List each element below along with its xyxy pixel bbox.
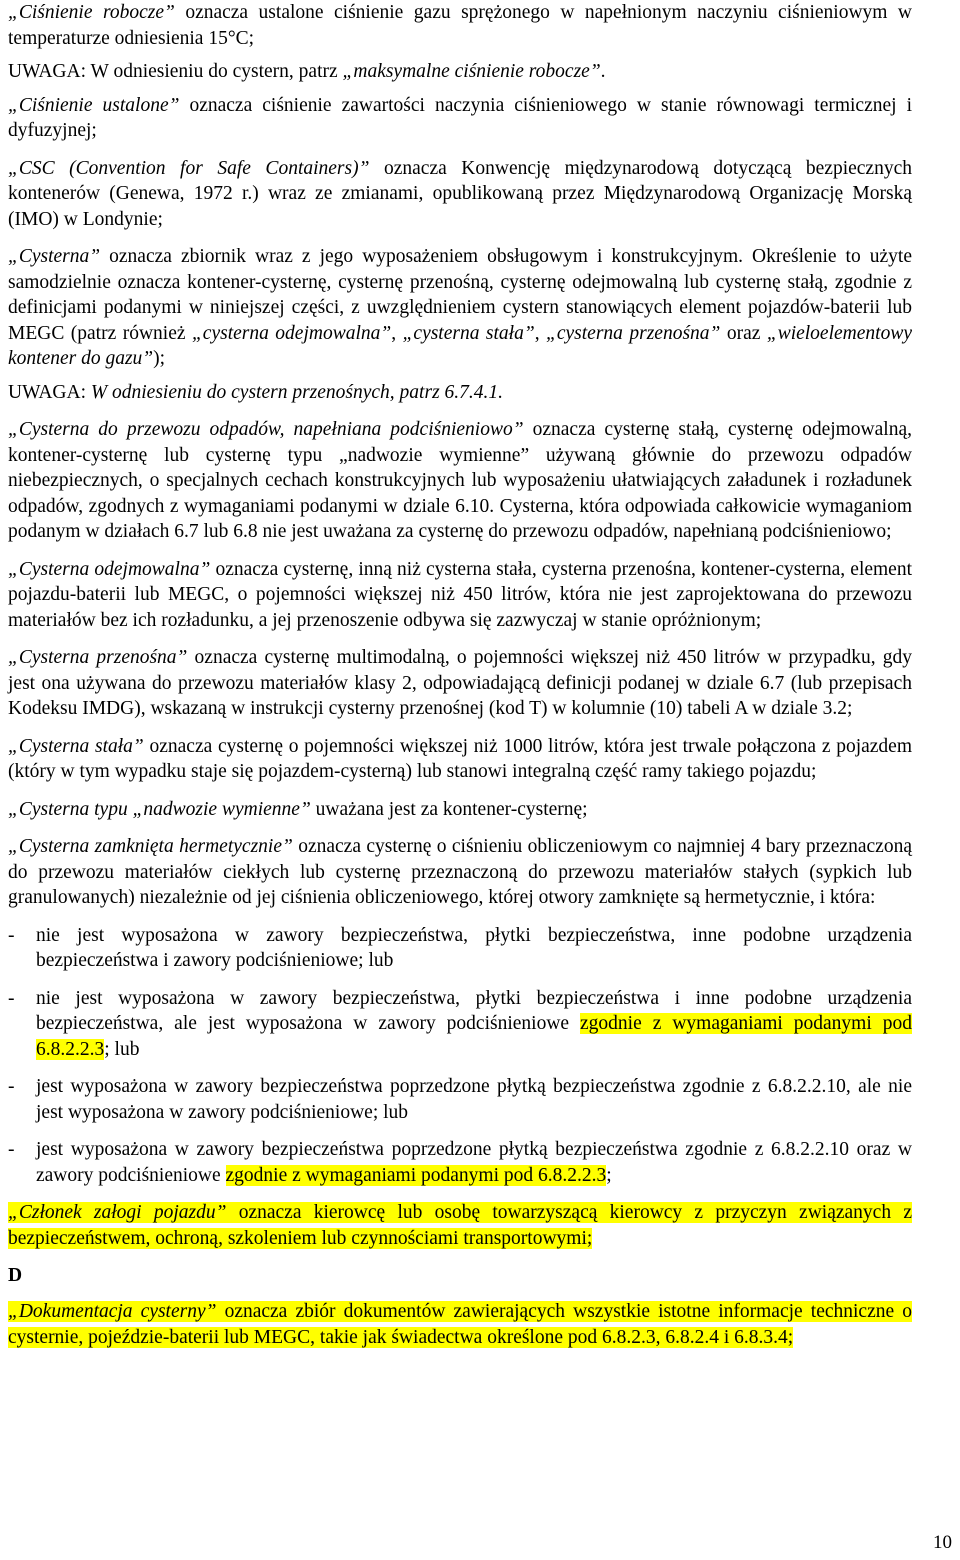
definition-cysterna-przenosna bbox=[8, 645, 912, 722]
separator: , bbox=[391, 322, 403, 344]
cross-reference: „wieloelementowy kontener do gazu” bbox=[8, 322, 912, 369]
definition-text: uważana jest za kontener-cysternę; bbox=[310, 798, 588, 820]
list-dash: - bbox=[8, 987, 15, 1009]
list-item-text: jest wyposażona w zawory bezpieczeństwa poprzedzone płytką bezpieczeństwa zgodnie z 6.8.2.2.10, ale nie jest wyposażona w zawory podciśnieniowe; lub bbox=[36, 1076, 912, 1123]
section-heading-d: D bbox=[8, 1265, 23, 1286]
highlighted-text: zgodnie z wymaganiami podanymi pod 6.8.2.2.3 bbox=[36, 1013, 912, 1060]
definition-text: oznacza zbiór dokumentów zawierających wszystkie istotne informacje techniczne o cysternie, pojeździe-baterii lub MEGC, takie jak świadectwa określone pod 6.8.2.3, 6.8.2.4 i 6.8.3.4; bbox=[8, 1301, 912, 1348]
definition-text: oznacza cysternę stałą, cysternę odejmowalną, kontener-cysternę lub cysternę typu „nadwozie wymienne” używaną głównie do przewozu odpadów niebezpiecznych, o specjalnych cechach konstrukcyjnych lub wyposażeniu ułatwiających załadunek i rozładunek odpadów, zgodnych z wymaganiami podanymi w dziale 6.10. Cysterna, która odpowiada całkowicie wymaganiom podanym w działach 6.7 lub 6.8 nie jest uważana za cysternę do przewozu odpadów, napełnianą podciśnieniowo; bbox=[8, 419, 912, 542]
note-text: W odniesieniu do cystern, patrz bbox=[86, 61, 343, 82]
note-label: UWAGA: bbox=[8, 61, 86, 82]
list-item-text: nie jest wyposażona w zawory bezpieczeństwa, płytki bezpieczeństwa, inne podobne urządzenia bezpieczeństwa i zawory podciśnieniowe; lub bbox=[36, 924, 912, 971]
list-item-text: jest wyposażona w zawory bezpieczeństwa poprzedzone płytką bezpieczeństwa zgodnie z 6.8.2.2.10 oraz w zawory podciśnieniowe bbox=[36, 1139, 912, 1186]
definition-text: oznacza zbiornik wraz z jego wyposażeniem obsługowym i konstrukcyjnym. Określenie to użyte samodzielnie oznacza kontener-cysternę, cysternę przenośną, cysternę odejmowalną lub cysternę stałą, zgodnie z definicjami podanymi w niniejszej części, z uwzględnieniem cystern stanowiących element pojazdów-baterii lub MEGC (patrz również bbox=[8, 246, 912, 344]
definition-cisnienie-robocze bbox=[8, 0, 912, 51]
term: „Cysterna” bbox=[8, 246, 101, 267]
definition-text: oznacza ustalone ciśnienie gazu sprężonego w napełnionym naczyniu ciśnieniowym w temperaturze odniesienia 15°C; bbox=[8, 2, 912, 49]
definition-text: oznacza cysternę o ciśnieniu obliczeniowym co najmniej 4 bary przeznaczoną do przewozu materiałów ciekłych lub cysternę przeznaczoną do przewozu materiałów stałych (sypkich lub granulowanych) niezależnie od jej ciśnienia obliczeniowego, której otwory zamknięte są hermetycznie, i która: bbox=[8, 836, 912, 908]
highlighted-text: zgodnie z wymaganiami podanymi pod 6.8.2.2.3 bbox=[225, 1164, 607, 1186]
definition-text: oznacza cysternę, inną niż cysterna stała, cysterna przenośna, kontener-cysterna, element pojazdu-baterii lub MEGC, o pojemności większej niż 450 litrów, która nie jest zaprojektowana do przewozu materiałów bez ich rozładunku, a jej przenoszenie odbywa się zazwyczaj w stanie opróżnionym; bbox=[8, 558, 913, 631]
note-reference: „maksymalne ciśnienie robocze” bbox=[342, 61, 601, 82]
list-dash: - bbox=[8, 1139, 15, 1160]
definition-cysterna-hermetyczna bbox=[8, 834, 912, 911]
list-item-text-end: ; lub bbox=[104, 1038, 140, 1060]
term: „Cysterna do przewozu odpadów, napełniana podciśnieniowo” bbox=[8, 419, 524, 440]
separator: , bbox=[534, 322, 547, 344]
cross-reference: „cysterna odejmowalna” bbox=[191, 322, 392, 344]
definition-text: oznacza cysternę multimodalną, o pojemności większej niż 450 litrów w przypadku, gdy jest ona używana do przewozu materiałów klasy 2, odpowiadającą definicji podanej w dziale 6.7 (lub przepisach Kodeksu IMDG), wskazaną w instrukcji cysterny przenośnej (kod T) w kolumnie (10) tabeli A w dziale 3.2; bbox=[8, 647, 913, 719]
document-page bbox=[8, 0, 912, 1362]
term: „Dokumentacja cysterny” bbox=[8, 1301, 217, 1322]
definition-text: oznacza cysternę o pojemności większej niż 1000 litrów, która jest trwale połączona z pojazdem (który w tym wypadku staje się pojazdem-cysterną) lub stanowi integralną część ramy takiego pojazdu; bbox=[8, 735, 913, 782]
list-item-text-end: ; bbox=[606, 1164, 612, 1186]
note-cysterna bbox=[8, 380, 912, 406]
cross-reference: „cysterna stała” bbox=[402, 322, 535, 344]
definition-cysterna-odejmowalna bbox=[8, 557, 912, 634]
term: „CSC (Convention for Safe Containers)” bbox=[8, 157, 370, 179]
note-label: UWAGA: bbox=[8, 381, 86, 403]
definition-cysterna-nadwozie bbox=[8, 797, 912, 823]
definition-cisnienie-ustalone bbox=[8, 93, 912, 144]
definition-czlonek-zalogi bbox=[8, 1200, 912, 1251]
definition-dokumentacja-cysterny bbox=[8, 1299, 912, 1350]
list-dash: - bbox=[8, 924, 15, 946]
list-item bbox=[8, 923, 912, 974]
note-cisnienie-robocze bbox=[8, 59, 912, 85]
term: „Ciśnienie ustalone” bbox=[8, 94, 180, 116]
list-item bbox=[8, 986, 912, 1063]
cross-reference: „cysterna przenośna” bbox=[546, 322, 721, 344]
list-item-text: nie jest wyposażona w zawory bezpieczeństwa, płytki bezpieczeństwa i inne podobne urządzenia bezpieczeństwa, ale jest wyposażona w zawory podciśnieniowe bbox=[36, 987, 912, 1034]
definition-text: oznacza kierowcę lub osobę towarzyszącą kierowcy z przyczyn związanych z bezpieczeństwem, ochroną, szkoleniem lub czynnościami transportowymi; bbox=[8, 1202, 912, 1249]
page-number: 10 bbox=[933, 1532, 952, 1553]
highlighted-definition bbox=[8, 1301, 912, 1348]
list-item bbox=[8, 1074, 912, 1125]
term: „Cysterna typu „nadwozie wymienne” bbox=[8, 798, 311, 820]
term: „Cysterna stała” bbox=[8, 735, 144, 757]
definition-cysterna bbox=[8, 244, 912, 372]
definition-cysterna-stala bbox=[8, 734, 912, 785]
definition-text: oznacza ciśnienie zawartości naczynia ciśnieniowego w stanie równowagi termicznej i dyfuzyjnej; bbox=[8, 94, 912, 141]
term: „Członek załogi pojazdu” bbox=[8, 1202, 227, 1223]
note-text: W odniesieniu do cystern przenośnych, patrz 6.7.4.1. bbox=[86, 381, 504, 403]
definition-cysterna-odpadow bbox=[8, 417, 912, 545]
term: „Cysterna przenośna” bbox=[8, 647, 188, 668]
definition-text-end: ); bbox=[153, 348, 166, 369]
term: „Ciśnienie robocze” bbox=[8, 2, 175, 23]
highlighted-definition bbox=[8, 1202, 912, 1249]
definition-csc bbox=[8, 156, 912, 233]
term: „Cysterna zamknięta hermetycznie” bbox=[8, 836, 293, 857]
definition-text: oznacza Konwencję międzynarodową dotyczącą bezpiecznych kontenerów (Genewa, 1972 r.) wraz ze zmianami, opublikowaną przez Międzynarodową Organizację Morską (IMO) w Londynie; bbox=[8, 157, 912, 230]
note-text-end: . bbox=[600, 61, 606, 82]
list-item bbox=[8, 1137, 912, 1188]
list-dash: - bbox=[8, 1076, 15, 1097]
separator: oraz bbox=[720, 322, 767, 344]
term: „Cysterna odejmowalna” bbox=[8, 558, 211, 580]
